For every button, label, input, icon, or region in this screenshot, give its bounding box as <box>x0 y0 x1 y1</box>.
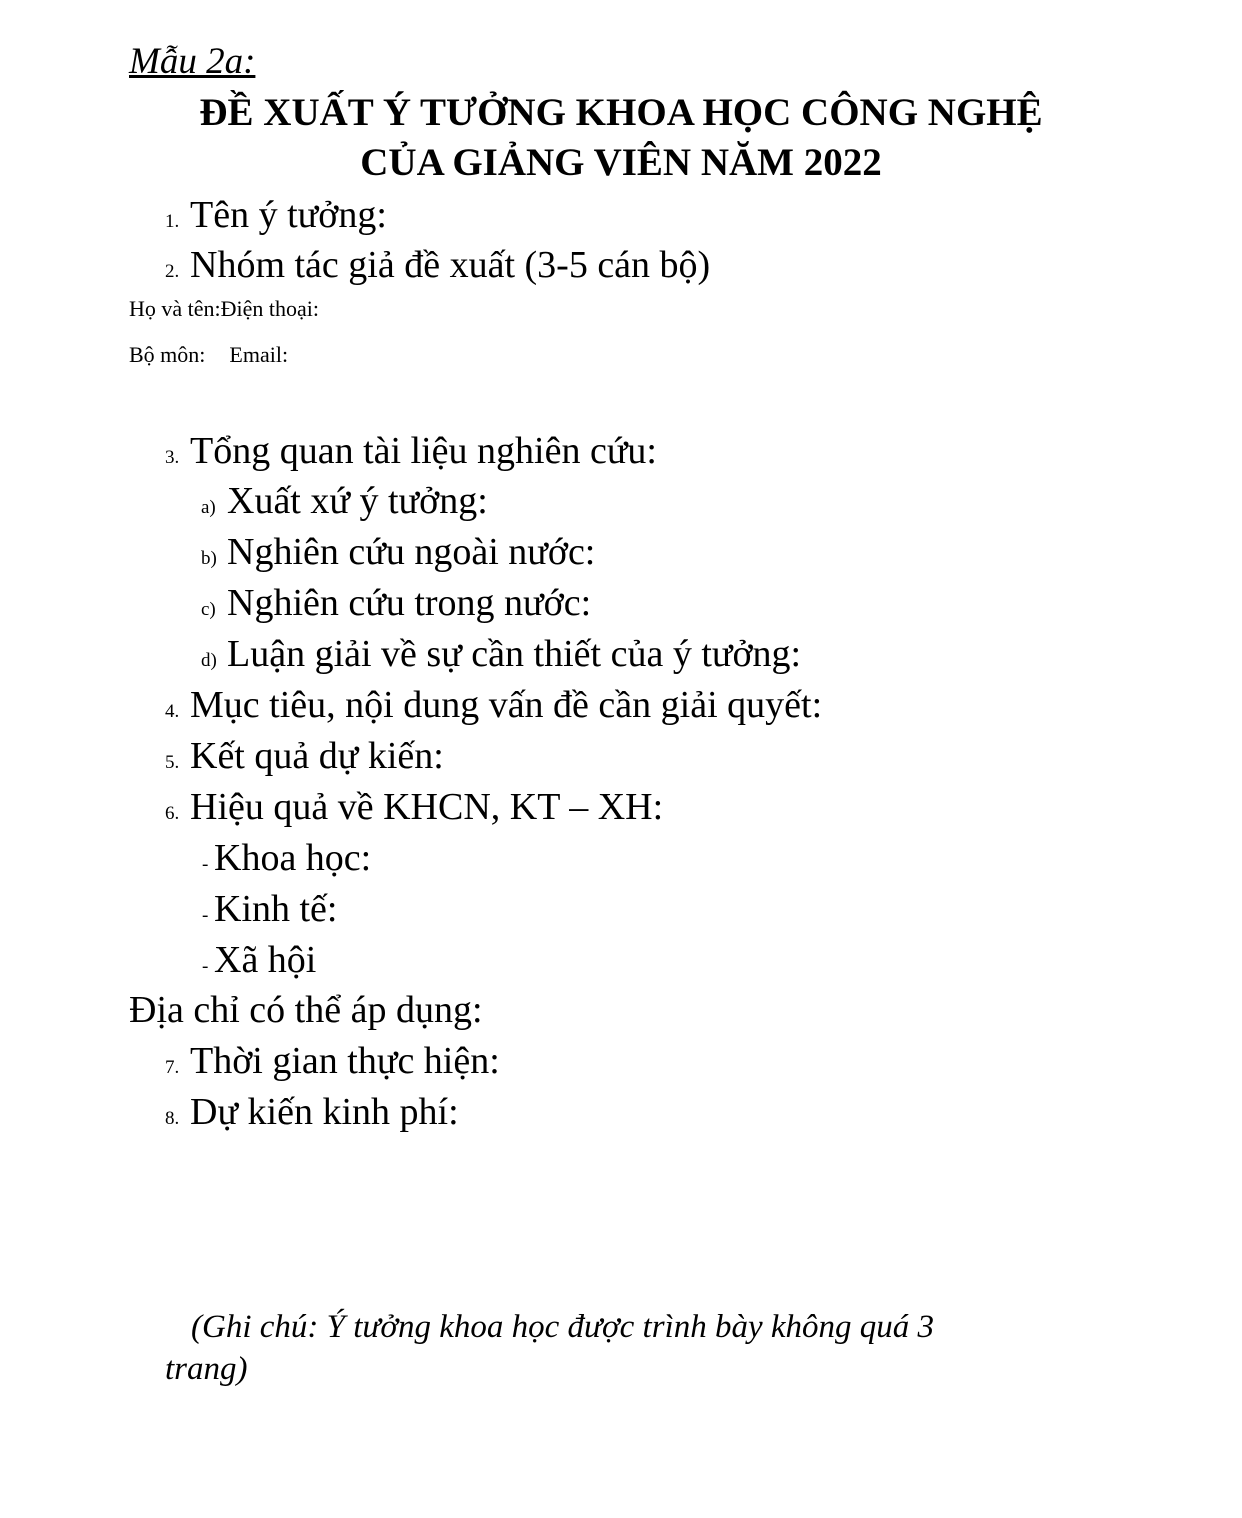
document-title-line-1: ĐỀ XUẤT Ý TƯỞNG KHOA HỌC CÔNG NGHỆ <box>199 91 1043 134</box>
section-4-objectives <box>165 682 822 735</box>
author-dept-email-row <box>129 341 288 369</box>
subsection-text: Xuất xứ ý tưởng: <box>227 480 488 522</box>
section-marker: 8. <box>165 1108 180 1129</box>
note-line-1: (Ghi chú: Ý tưởng khoa học được trình bày không quá 3 <box>191 1309 935 1345</box>
section-text: Nhóm tác giả đề xuất (3-5 cán bộ) <box>190 244 711 286</box>
section-1-idea-name <box>165 192 387 245</box>
section-6-effectiveness <box>165 784 663 837</box>
subsection-text: Nghiên cứu trong nước: <box>227 582 592 624</box>
bullet-text: Khoa học: <box>214 837 372 879</box>
section-text: Tổng quan tài liệu nghiên cứu: <box>190 430 657 472</box>
section-marker: 5. <box>165 752 180 773</box>
subsection-marker: d) <box>201 650 217 671</box>
author-name-phone-row <box>129 295 319 323</box>
form-code: Mẫu 2a: <box>129 41 256 82</box>
section-3-literature-review <box>165 428 657 481</box>
section-3a-idea-origin <box>201 478 488 531</box>
page-note <box>165 1306 1065 1390</box>
section-marker: 4. <box>165 701 180 722</box>
document-title-line-2: CỦA GIẢNG VIÊN NĂM 2022 <box>360 141 882 184</box>
section-marker: 6. <box>165 803 180 824</box>
name-label: Họ và tên: <box>129 296 221 321</box>
bullet-text: Xã hội <box>214 939 317 981</box>
subsection-marker: a) <box>201 497 216 518</box>
section-8-budget <box>165 1089 459 1142</box>
section-5-expected-results <box>165 733 444 786</box>
section-7-duration <box>165 1038 500 1091</box>
phone-label: Điện thoại: <box>220 296 320 321</box>
section-text: Dự kiến kinh phí: <box>190 1091 459 1133</box>
section-6-science <box>202 835 371 888</box>
section-6-economy <box>202 886 337 939</box>
application-address: Địa chỉ có thể áp dụng: <box>129 989 483 1031</box>
section-text: Kết quả dự kiến: <box>190 735 444 777</box>
section-text: Thời gian thực hiện: <box>190 1040 500 1082</box>
subsection-marker: b) <box>201 548 217 569</box>
section-3b-foreign-research <box>201 529 595 582</box>
subsection-text: Luận giải về sự cần thiết của ý tưởng: <box>227 633 802 675</box>
section-2-author-group <box>165 242 710 295</box>
bullet-text: Kinh tế: <box>214 888 338 930</box>
bullet-marker: - <box>202 854 209 875</box>
note-line-2: trang) <box>165 1351 248 1387</box>
section-marker: 3. <box>165 447 180 468</box>
department-label: Bộ môn: <box>129 342 206 367</box>
section-marker: 7. <box>165 1057 180 1078</box>
section-text: Tên ý tưởng: <box>190 194 387 236</box>
section-6-society <box>202 937 316 990</box>
section-3d-necessity <box>201 631 801 684</box>
bullet-marker: - <box>202 956 209 977</box>
section-text: Hiệu quả về KHCN, KT – XH: <box>190 786 664 828</box>
section-text: Mục tiêu, nội dung vấn đề cần giải quyết: <box>190 684 823 726</box>
section-marker: 2. <box>165 261 180 282</box>
section-3c-domestic-research <box>201 580 591 633</box>
section-marker: 1. <box>165 211 180 232</box>
subsection-marker: c) <box>201 599 216 620</box>
bullet-marker: - <box>202 905 209 926</box>
subsection-text: Nghiên cứu ngoài nước: <box>227 531 596 573</box>
email-label: Email: <box>229 342 289 367</box>
